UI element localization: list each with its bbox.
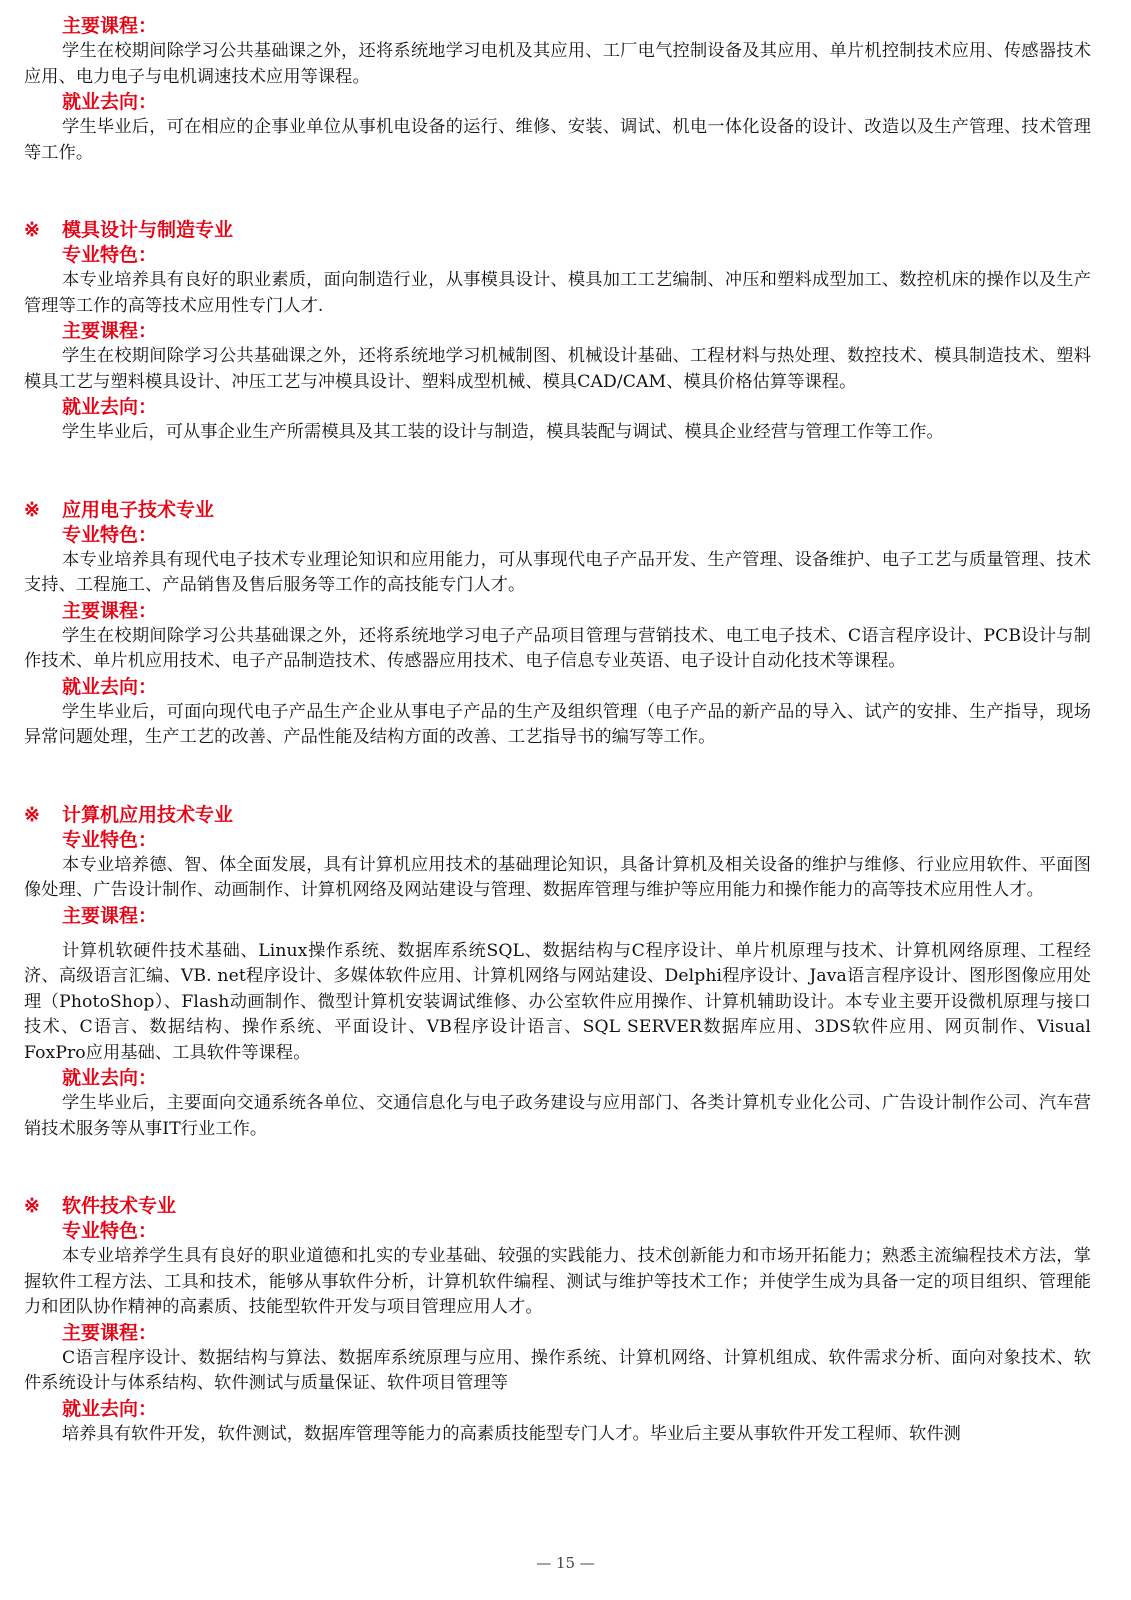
section-title-text: 应用电子技术专业: [62, 498, 215, 521]
reference-mark: ※: [24, 498, 40, 521]
section-title-text: 软件技术专业: [62, 1195, 177, 1217]
reference-mark: ※: [24, 803, 40, 826]
intro-block: [24, 14, 1091, 166]
career-label: 就业去向：: [62, 1067, 158, 1089]
feature-label: 专业特色：: [62, 523, 158, 546]
section-title: [24, 803, 1091, 828]
feature-text: 本专业培养德、智、体全面发展，具有计算机应用技术的基础理论知识，具备计算机及相关设备的维护与维修、行业应用软件、平面图像处理、广告设计制作、动画制作、计算机网络及网站建设与管理、数据库管理与维护等应用能力和操作能力的高等技术应用性人才。: [24, 854, 1091, 900]
feature-label: 专业特色：: [62, 1220, 158, 1242]
feature-text: 本专业培养学生具有良好的职业道德和扎实的专业基础、较强的实践能力、技术创新能力和市场开拓能力；熟悉主流编程技术方法，掌握软件工程方法、工具和技术，能够从事软件分析，计算机软件编程、测试与维护等技术工作；并使学生成为具备一定的项目组织、管理能力和团队协作精神的高素质、技能型软件开发与项目管理应用人才。: [24, 1246, 1091, 1317]
section-title-text: 模具设计与制造专业: [62, 219, 234, 241]
career-label: 就业去向：: [62, 396, 158, 418]
course-text: 计算机软硬件技术基础、Linux操作系统、数据库系统SQL、数据结构与C程序设计、单片机原理与技术、计算机网络原理、工程经济、高级语言汇编、VB. net程序设计、多媒体软件应用、计算机网络与网站建设、Delphi程序设计、Java语言程序设计、图形图像应用处理（PhotoShop）、Flash动画制作、微型计算机安装调试维修、办公室软件应用操作、计算机辅助设计。本专业主要开设微机原理与接口技术、C语言、数据结构、操作系统、平面设计、VB程序设计语言、SQL SERVER数据库应用、3DS软件应用、网页制作、Visual FoxPro应用基础、工具软件等课程。: [24, 940, 1091, 1063]
course-label: 主要课程：: [62, 904, 158, 927]
career-label: 就业去向：: [62, 1397, 158, 1420]
section-title: [24, 1194, 1091, 1219]
section-software-technology: [24, 1194, 1091, 1447]
reference-mark: ※: [24, 219, 40, 241]
career-label: 就业去向：: [62, 91, 158, 113]
section-applied-electronics: [24, 498, 1091, 751]
course-text: 学生在校期间除学习公共基础课之外，还将系统地学习电子产品项目管理与营销技术、电工电子技术、C语言程序设计、PCB设计与制作技术、单片机应用技术、电子产品制造技术、传感器应用技术、电子信息专业英语、电子设计自动化技术等课程。: [24, 625, 1091, 671]
career-label: 就业去向：: [62, 675, 158, 698]
feature-label: 专业特色：: [62, 244, 158, 266]
career-text: 学生毕业后，可在相应的企事业单位从事机电设备的运行、维修、安装、调试、机电一体化设备的设计、改造以及生产管理、技术管理等工作。: [24, 117, 1091, 163]
page-number: — 15 —: [536, 1554, 595, 1572]
career-text: 培养具有软件开发，软件测试，数据库管理等能力的高素质技能型专门人才。毕业后主要从事软件开发工程师、软件测: [62, 1423, 961, 1444]
section-computer-application: [24, 803, 1091, 1143]
career-text: 学生毕业后，主要面向交通系统各单位、交通信息化与电子政务建设与应用部门、各类计算机专业化公司、广告设计制作公司、汽车营销技术服务等从事IT行业工作。: [24, 1093, 1091, 1139]
feature-label: 专业特色：: [62, 828, 158, 851]
section-title: [24, 218, 1091, 243]
course-label: 主要课程：: [62, 1321, 158, 1344]
course-label: 主要课程：: [62, 320, 158, 342]
course-text: C语言程序设计、数据结构与算法、数据库系统原理与应用、操作系统、计算机网络、计算机组成、软件需求分析、面向对象技术、软件系统设计与体系结构、软件测试与质量保证、软件项目管理等: [24, 1347, 1091, 1393]
course-label: 主要课程：: [62, 15, 158, 37]
feature-text: 本专业培养具有良好的职业素质，面向制造行业，从事模具设计、模具加工工艺编制、冲压和塑料成型加工、数控机床的操作以及生产管理等工作的高等技术应用性专门人才.: [24, 270, 1091, 316]
course-text: 学生在校期间除学习公共基础课之外，还将系统地学习电机及其应用、工厂电气控制设备及其应用、单片机控制技术应用、传感器技术应用、电力电子与电机调速技术应用等课程。: [24, 41, 1091, 87]
section-title: [24, 498, 1091, 523]
reference-mark: ※: [24, 1195, 40, 1217]
career-text: 学生毕业后，可从事企业生产所需模具及其工装的设计与制造，模具装配与调试、模具企业经营与管理工作等工作。: [62, 422, 944, 442]
section-title-text: 计算机应用技术专业: [62, 803, 234, 826]
course-label: 主要课程：: [62, 599, 158, 622]
course-text: 学生在校期间除学习公共基础课之外，还将系统地学习机械制图、机械设计基础、工程材料与热处理、数控技术、模具制造技术、塑料模具工艺与塑料模具设计、冲压工艺与冲模具设计、塑料成型机械、模具CAD/CAM、模具价格估算等课程。: [24, 346, 1091, 392]
feature-text: 本专业培养具有现代电子技术专业理论知识和应用能力，可从事现代电子产品开发、生产管理、设备维护、电子工艺与质量管理、技术支持、工程施工、产品销售及售后服务等工作的高技能专门人才。: [24, 549, 1091, 595]
career-text: 学生毕业后，可面向现代电子产品生产企业从事电子产品的生产及组织管理（电子产品的新产品的导入、试产的安排、生产指导，现场异常问题处理，生产工艺的改善、产品性能及结构方面的改善、工艺指导书的编写等工作。: [24, 701, 1091, 747]
section-mold-design: [24, 218, 1091, 446]
